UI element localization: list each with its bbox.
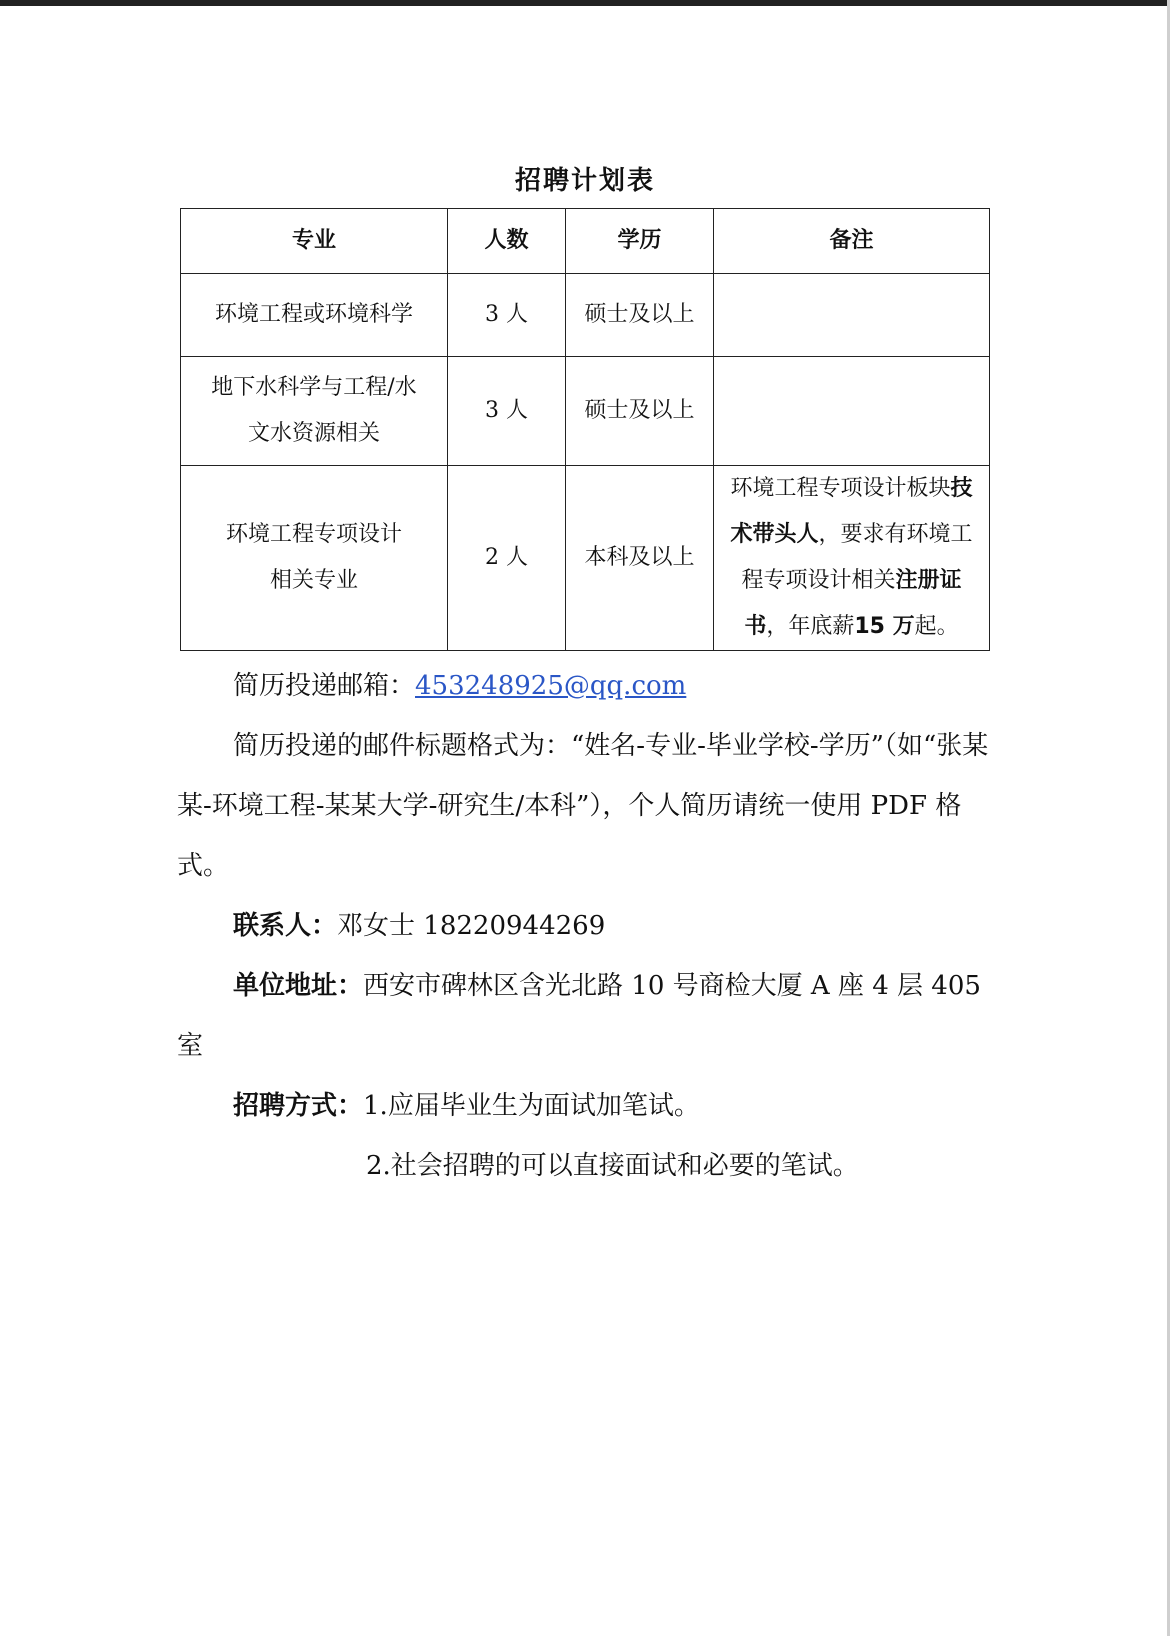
contact-paragraph — [177, 896, 1049, 956]
cell-major — [181, 466, 448, 651]
cell-major: 环境工程或环境科学 — [181, 274, 448, 357]
cell-count: 3 人 — [448, 357, 566, 466]
cell-education: 本科及以上 — [566, 466, 714, 651]
recruitment-plan-table — [180, 208, 990, 651]
method-item-1: 1.应届毕业生为面试加笔试。 — [363, 1091, 700, 1121]
address-label: 单位地址： — [233, 971, 364, 1001]
cell-remark — [714, 274, 990, 357]
remark-text: 环境工程专项设计板块 — [730, 476, 951, 501]
page-title: 招聘计划表 — [514, 166, 655, 196]
cell-education: 硕士及以上 — [566, 357, 714, 466]
remark-bold-certificate: 注册证书 — [744, 568, 962, 639]
cell-education: 硕士及以上 — [566, 274, 714, 357]
method-paragraph — [177, 1076, 1049, 1136]
top-border-bar — [0, 0, 1170, 6]
cell-major-line-1: 地下水科学与工程/水 — [211, 375, 417, 400]
remark-text: ，要求有环境工程专项设计相关 — [741, 522, 973, 593]
header-education: 学历 — [566, 209, 714, 274]
remark-bold-salary: 15 万 — [854, 614, 915, 639]
header-count: 人数 — [448, 209, 566, 274]
remark-text: ，年底薪 — [766, 614, 855, 639]
table-row — [181, 357, 990, 466]
cell-remark — [714, 466, 990, 651]
cell-major — [181, 357, 448, 466]
cell-major-line-2: 相关专业 — [269, 568, 358, 593]
email-paragraph — [177, 656, 1049, 716]
cell-remark — [714, 357, 990, 466]
remark-text: 起。 — [914, 614, 959, 639]
method-item-2: 2.社会招聘的可以直接面试和必要的笔试。 — [366, 1151, 859, 1181]
subject-format-paragraph: 简历投递的邮件标题格式为：“姓名-专业-毕业学校-学历”（如“张某某-环境工程-某某大学-研究生/本科”），个人简历请统一使用 PDF 格式。 — [177, 731, 989, 881]
table-row — [181, 274, 990, 357]
cell-major-line-2: 文水资源相关 — [247, 421, 380, 446]
cell-count: 3 人 — [448, 274, 566, 357]
address-paragraph — [177, 956, 993, 1076]
cell-major-line-1: 环境工程专项设计 — [225, 522, 402, 547]
address-value: 西安市碑林区含光北路 10 号商检大厦 A 座 4 层 405 室 — [177, 971, 981, 1061]
header-remark: 备注 — [714, 209, 990, 274]
email-label: 简历投递邮箱： — [233, 671, 416, 701]
table-header-row — [181, 209, 990, 274]
email-link[interactable]: 453248925@qq.com — [415, 671, 687, 701]
method-label: 招聘方式： — [233, 1091, 364, 1121]
cell-count: 2 人 — [448, 466, 566, 651]
contact-label: 联系人： — [233, 911, 338, 941]
table-row — [181, 466, 990, 651]
contact-value: 邓女士 18220944269 — [337, 911, 606, 941]
remark-bold-lead: 技术带头人 — [730, 476, 973, 547]
header-major: 专业 — [181, 209, 448, 274]
